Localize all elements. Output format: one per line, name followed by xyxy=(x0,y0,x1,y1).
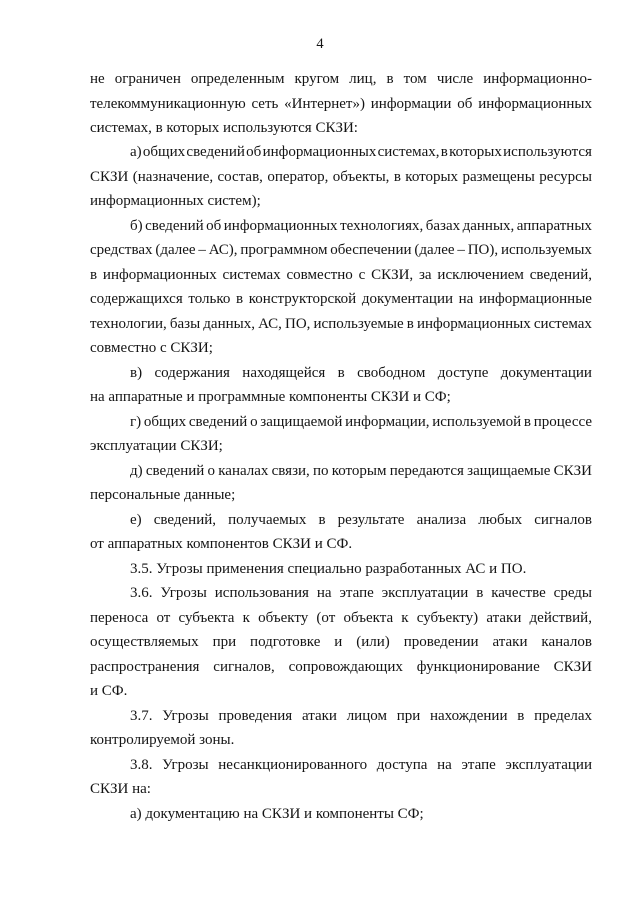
text-line: средствах (далее – АС), программном обеспечении (далее – ПО), используемых xyxy=(90,242,592,258)
text-line: информационных систем); xyxy=(90,193,261,209)
text-line: переноса от субъекта к объекту (от объекта к субъекту) атаки действий, xyxy=(90,610,592,626)
text-line: в информационных системах совместно с СКЗИ, за исключением сведений, xyxy=(90,267,592,283)
text-line: совместно с СКЗИ; xyxy=(90,340,213,356)
text-line: телекоммуникационную сеть «Интернет») информации об информационных xyxy=(90,96,592,112)
text-line: контролируемой зоны. xyxy=(90,732,235,748)
text-line: СКЗИ на: xyxy=(90,781,151,797)
text-line: осуществляемых при подготовке и (или) проведении атаки каналов xyxy=(90,634,592,650)
text-line: и СФ. xyxy=(90,683,128,699)
text-line: г) общих сведений о защищаемой информации, используемой в процессе xyxy=(130,414,592,430)
text-line: системах, в которых используются СКЗИ: xyxy=(90,120,358,136)
text-line: эксплуатации СКЗИ; xyxy=(90,438,223,454)
text-line: а) документацию на СКЗИ и компоненты СФ; xyxy=(130,806,424,822)
text-line: 3.5. Угрозы применения специально разработанных АС и ПО. xyxy=(130,561,527,577)
text-line: а) общих сведений об информационных системах, в которых используются xyxy=(130,144,592,160)
text-line: 3.6. Угрозы использования на этапе эксплуатации в качестве среды xyxy=(130,585,592,601)
text-line: СКЗИ (назначение, состав, оператор, объекты, в которых размещены ресурсы xyxy=(90,169,592,185)
text-line: д) сведений о каналах связи, по которым передаются защищаемые СКЗИ xyxy=(130,463,592,479)
text-line: персональные данные; xyxy=(90,487,236,503)
text-line: содержащихся только в конструкторской документации на информационные xyxy=(90,291,592,307)
text-line: не ограничен определенным кругом лиц, в том числе информационно- xyxy=(90,71,592,87)
text-line: распространения сигналов, сопровождающих функционирование СКЗИ xyxy=(90,659,592,675)
text-line: 3.7. Угрозы проведения атаки лицом при нахождении в пределах xyxy=(130,708,592,724)
text-line: б) сведений об информационных технологиях, базах данных, аппаратных xyxy=(130,218,592,234)
text-line: на аппаратные и программные компоненты СКЗИ и СФ; xyxy=(90,389,451,405)
text-line: в) содержания находящейся в свободном доступе документации xyxy=(130,365,592,381)
text-line: е) сведений, получаемых в результате анализа любых сигналов xyxy=(130,512,592,528)
text-line: 3.8. Угрозы несанкционированного доступа на этапе эксплуатации xyxy=(130,757,592,773)
page-number: 4 xyxy=(316,36,324,52)
text-line: технологии, базы данных, АС, ПО, используемые в информационных системах xyxy=(90,316,592,332)
text-line: от аппаратных компонентов СКЗИ и СФ. xyxy=(90,536,353,552)
